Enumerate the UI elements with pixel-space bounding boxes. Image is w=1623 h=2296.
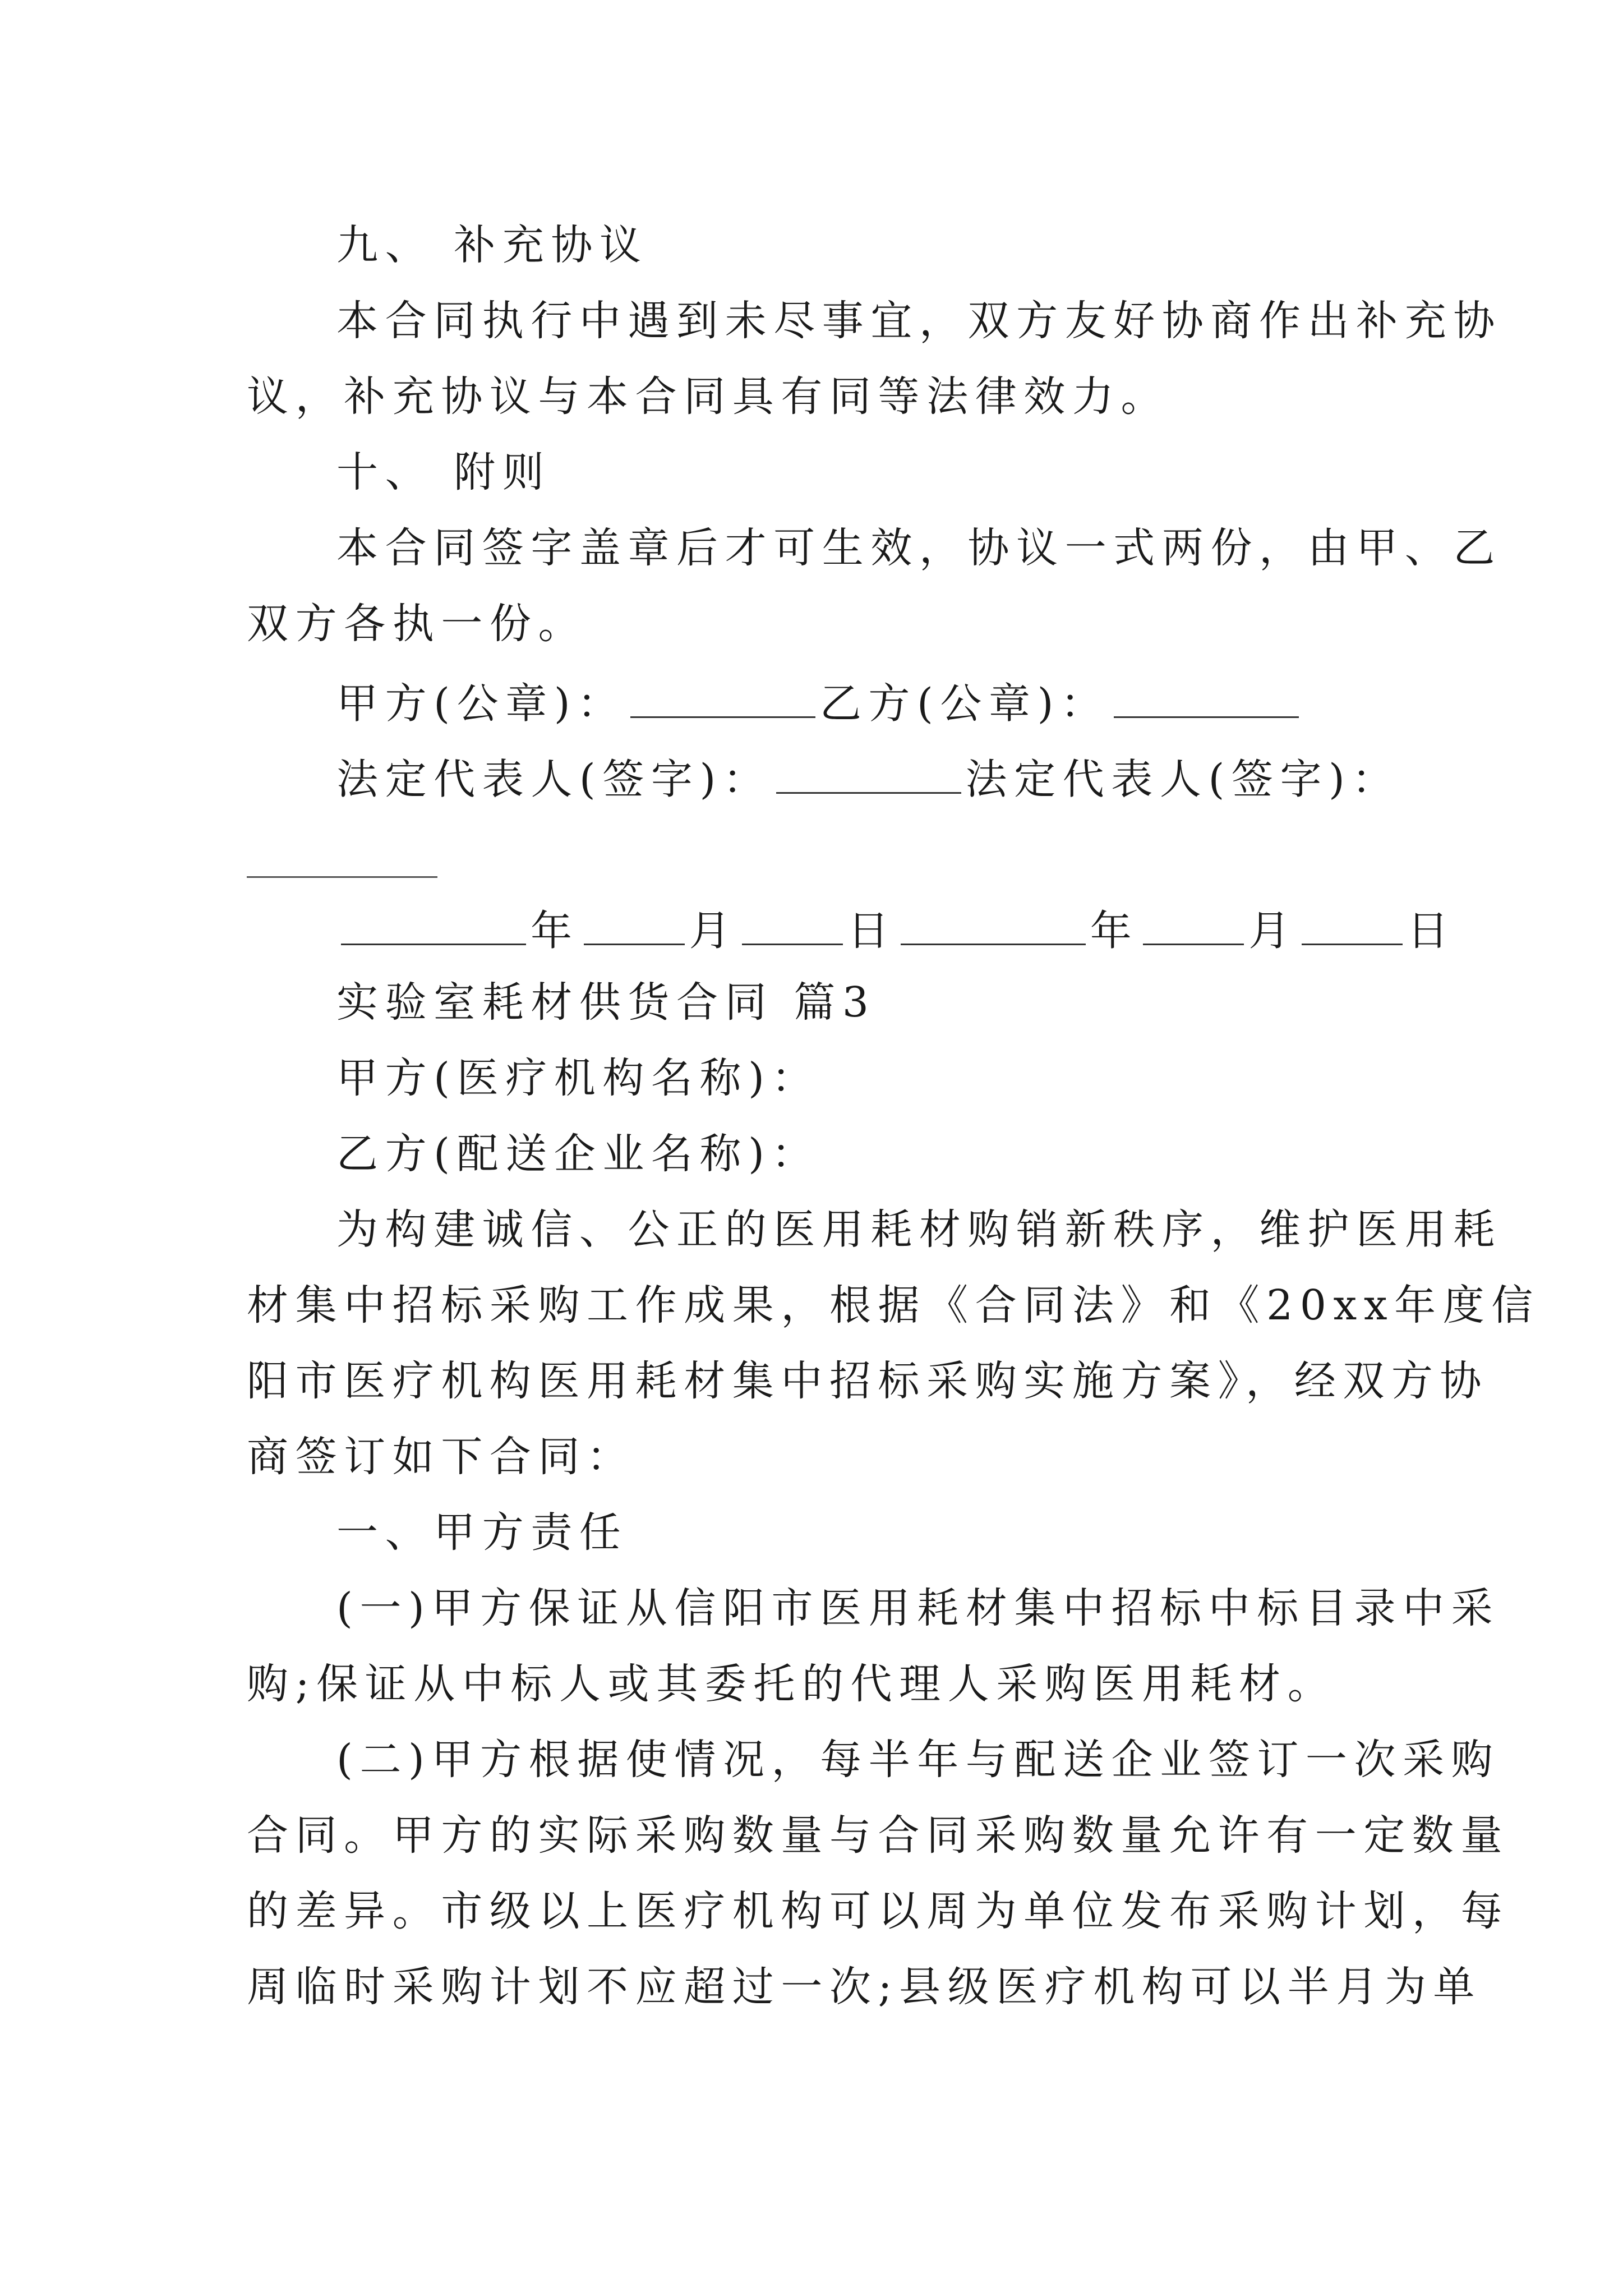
- intro-line: 为构建诚信、公正的医用耗材购销新秩序，维护医用耗: [336, 1205, 1502, 1254]
- legal-rep-line: [336, 754, 1401, 804]
- section-10-heading: 十、 附则: [336, 448, 551, 496]
- party-b-seal-label: 乙方(公章)：: [819, 679, 1109, 728]
- legal-rep-b-blank: [247, 876, 437, 878]
- party-a-name-line: 甲方(医疗机构名称)：: [336, 1054, 820, 1102]
- day-blank-b: [1302, 906, 1403, 945]
- day-blank-a: [742, 906, 843, 945]
- section-9-heading: 九、 补充协议: [336, 221, 648, 269]
- legal-rep-b-label: 法定代表人(签字)：: [965, 755, 1401, 804]
- year-label-a: 年: [531, 907, 579, 955]
- section-10-body-line: 本合同签字盖章后才可生效，协议一式两份，由甲、乙: [336, 524, 1502, 572]
- duty-heading: 一、甲方责任: [336, 1508, 628, 1557]
- month-blank-a: [584, 906, 685, 945]
- month-blank-b: [1143, 906, 1244, 945]
- item-1-line: 购;保证从中标人或其委托的代理人采购医用耗材。: [247, 1660, 1336, 1708]
- contract-3-title: 实验室耗材供货合同 篇3: [336, 978, 876, 1027]
- party-b-seal-blank: [1114, 679, 1299, 718]
- section-9-body-line: 议，补充协议与本合同具有同等法律效力。: [247, 372, 1170, 421]
- item-1-line: (一)甲方保证从信阳市医用耗材集中招标中标目录中采: [336, 1584, 1500, 1632]
- section-9-body-line: 本合同执行中遇到未尽事宜，双方友好协商作出补充协: [336, 297, 1502, 345]
- month-label-a: 月: [689, 907, 738, 955]
- party-a-seal-blank: [630, 679, 815, 718]
- intro-line: 商签订如下合同：: [247, 1433, 635, 1481]
- year-blank-b: [901, 906, 1086, 945]
- item-2-line: (二)甲方根据使情况，每半年与配送企业签订一次采购: [336, 1736, 1500, 1784]
- month-label-b: 月: [1248, 907, 1297, 955]
- legal-rep-a-blank: [776, 754, 961, 794]
- intro-line: 阳市医疗机构医用耗材集中招标采购实施方案》，经双方协: [247, 1357, 1489, 1405]
- intro-line: 材集中招标采购工作成果，根据《合同法》和《20xx年度信: [247, 1281, 1540, 1329]
- party-b-name-line: 乙方(配送企业名称)：: [336, 1130, 820, 1178]
- item-2-line: 的差异。市级以上医疗机构可以周为单位发布采购计划，每: [247, 1887, 1510, 1935]
- year-label-b: 年: [1090, 907, 1139, 955]
- date-line: [336, 906, 1456, 955]
- section-10-body-line: 双方各执一份。: [247, 600, 587, 648]
- item-2-line: 周临时采购计划不应超过一次;县级医疗机构可以半月为单: [247, 1963, 1482, 2011]
- item-2-line: 合同。甲方的实际采购数量与合同采购数量允许有一定数量: [247, 1811, 1510, 1860]
- seal-line: [336, 679, 1303, 728]
- party-a-seal-label: 甲方(公章)：: [336, 679, 626, 728]
- day-label-a: 日: [847, 907, 896, 955]
- day-label-b: 日: [1407, 907, 1456, 955]
- year-blank-a: [341, 906, 526, 945]
- legal-rep-a-label: 法定代表人(签字)：: [336, 755, 772, 804]
